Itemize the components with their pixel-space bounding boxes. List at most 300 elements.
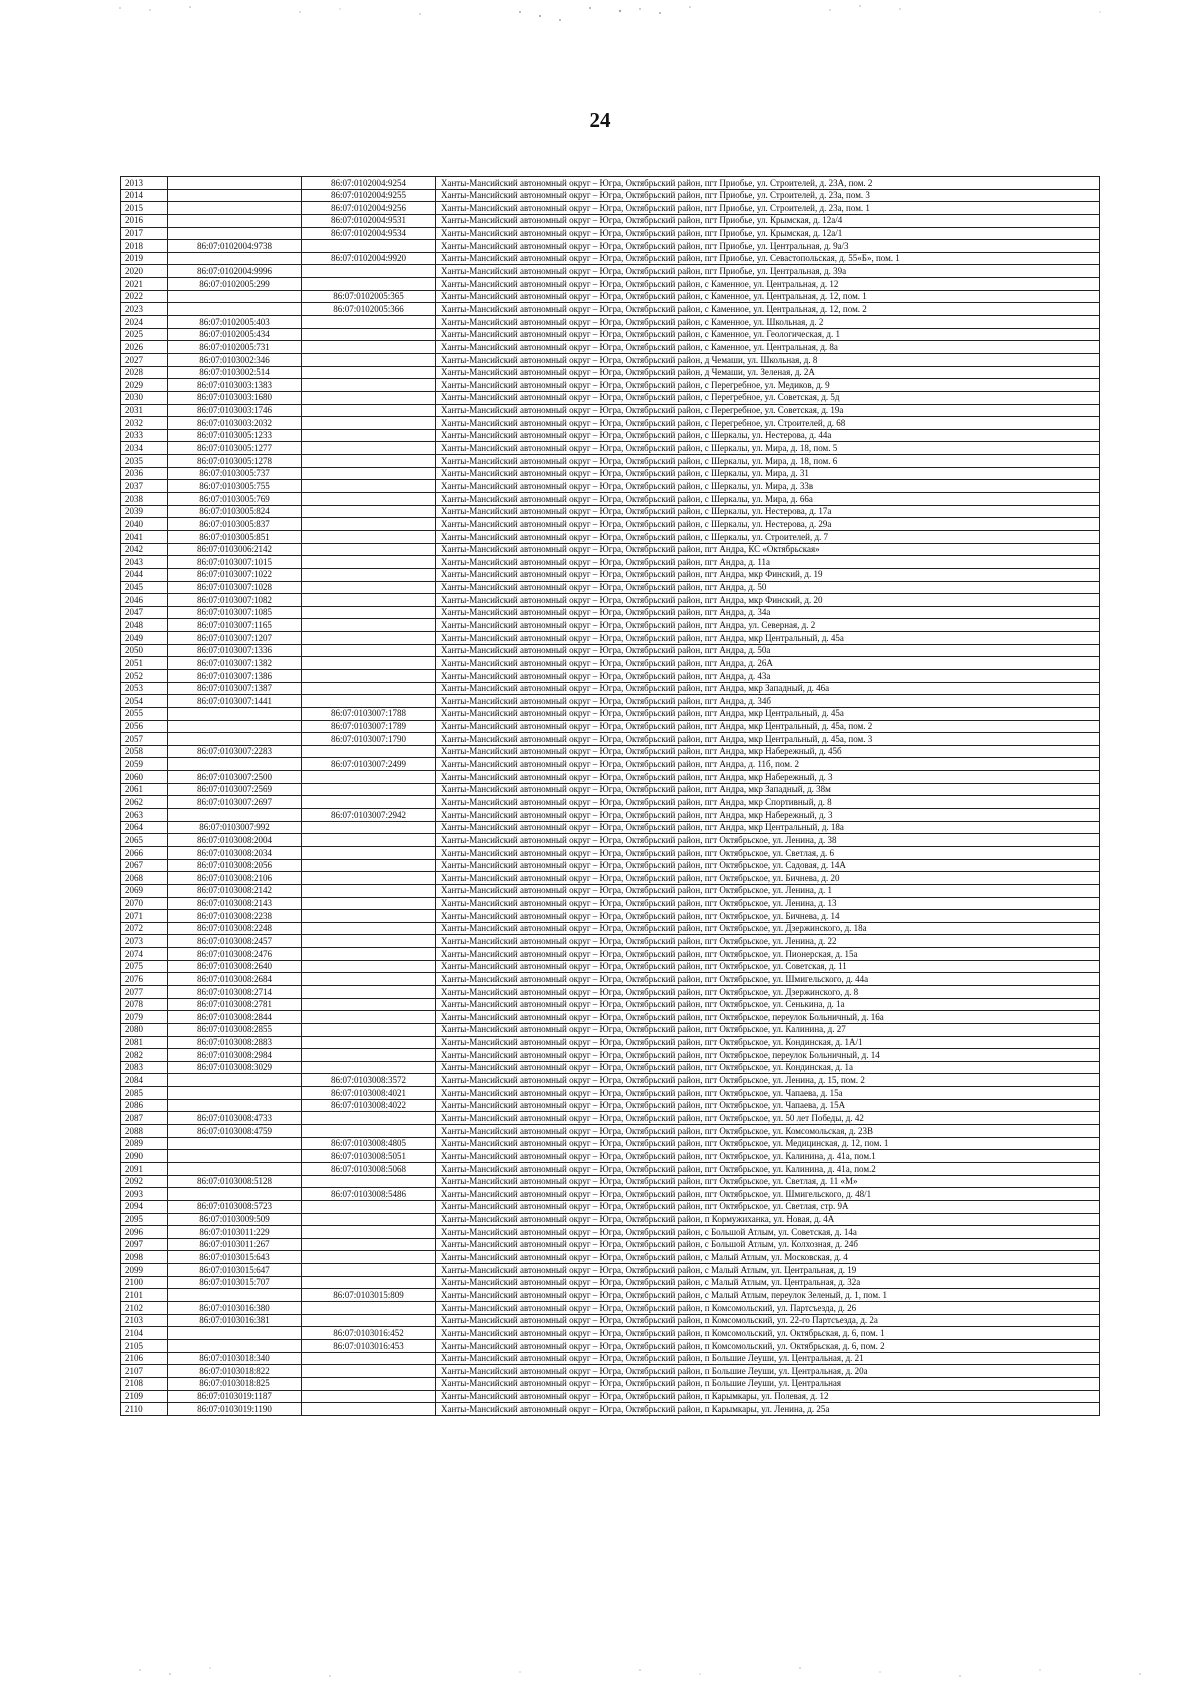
address-cell: Ханты-Мансийский автономный округ – Югра, Октябрьский район, пгт Приобье, ул. Центральная, д. 9а/3 — [436, 240, 1100, 253]
address-cell: Ханты-Мансийский автономный округ – Югра, Октябрьский район, пгт Октябрьское, переулок Больничный, д. 14 — [436, 1049, 1100, 1062]
cadastral-number-building-cell: 86:07:0103005:1233 — [168, 429, 302, 442]
cadastral-number-building-cell: 86:07:0103008:2984 — [168, 1049, 302, 1062]
cadastral-registry-table — [120, 176, 1100, 1416]
cadastral-number-premises-cell: 86:07:0103008:5051 — [302, 1150, 436, 1163]
row-number-cell: 2076 — [121, 973, 168, 986]
cadastral-number-premises-cell — [302, 1377, 436, 1390]
address-cell: Ханты-Мансийский автономный округ – Югра, Октябрьский район, пгт Октябрьское, ул. Калинина, д. 27 — [436, 1023, 1100, 1036]
row-number-cell: 2089 — [121, 1137, 168, 1150]
address-cell: Ханты-Мансийский автономный округ – Югра, Октябрьский район, пгт Октябрьское, ул. Дзержинского, д. 18а — [436, 922, 1100, 935]
cadastral-number-building-cell: 86:07:0103007:1387 — [168, 682, 302, 695]
cadastral-number-building-cell: 86:07:0103005:824 — [168, 505, 302, 518]
address-cell: Ханты-Мансийский автономный округ – Югра, Октябрьский район, пгт Андра, д. 11а — [436, 556, 1100, 569]
table-row — [121, 821, 1100, 834]
row-number-cell: 2060 — [121, 771, 168, 784]
row-number-cell: 2052 — [121, 669, 168, 682]
row-number-cell: 2019 — [121, 252, 168, 265]
cadastral-number-premises-cell — [302, 872, 436, 885]
cadastral-number-premises-cell: 86:07:0103008:3572 — [302, 1074, 436, 1087]
address-cell: Ханты-Мансийский автономный округ – Югра, Октябрьский район, с Шеркалы, ул. Мира, д. 33в — [436, 480, 1100, 493]
cadastral-number-premises-cell — [302, 341, 436, 354]
cadastral-number-building-cell — [168, 177, 302, 190]
cadastral-number-building-cell: 86:07:0103008:5128 — [168, 1175, 302, 1188]
cadastral-number-building-cell — [168, 227, 302, 240]
row-number-cell: 2094 — [121, 1200, 168, 1213]
row-number-cell: 2024 — [121, 316, 168, 329]
table-row — [121, 707, 1100, 720]
cadastral-number-premises-cell — [302, 1314, 436, 1327]
table-row — [121, 493, 1100, 506]
cadastral-number-building-cell: 86:07:0102005:731 — [168, 341, 302, 354]
row-number-cell: 2084 — [121, 1074, 168, 1087]
address-cell: Ханты-Мансийский автономный округ – Югра, Октябрьский район, с Шеркалы, ул. Мира, д. 18, пом. 5 — [436, 442, 1100, 455]
row-number-cell: 2098 — [121, 1251, 168, 1264]
address-cell: Ханты-Мансийский автономный округ – Югра, Октябрьский район, пгт Андра, д. 50а — [436, 644, 1100, 657]
cadastral-number-premises-cell — [302, 935, 436, 948]
table-row — [121, 1011, 1100, 1024]
table-row — [121, 568, 1100, 581]
address-cell: Ханты-Мансийский автономный округ – Югра, Октябрьский район, с Шеркалы, ул. Нестерова, д. 44а — [436, 429, 1100, 442]
row-number-cell: 2048 — [121, 619, 168, 632]
table-row — [121, 505, 1100, 518]
cadastral-number-building-cell: 86:07:0103008:2106 — [168, 872, 302, 885]
cadastral-number-building-cell: 86:07:0103007:1082 — [168, 594, 302, 607]
row-number-cell: 2082 — [121, 1049, 168, 1062]
table-row — [121, 720, 1100, 733]
address-cell: Ханты-Мансийский автономный округ – Югра, Октябрьский район, пгт Приобье, ул. Строителей, д. 23а, пом. 3 — [436, 189, 1100, 202]
address-cell: Ханты-Мансийский автономный округ – Югра, Октябрьский район, пгт Октябрьское, ул. Калинина, д. 41а, пом.1 — [436, 1150, 1100, 1163]
cadastral-number-building-cell — [168, 733, 302, 746]
row-number-cell: 2039 — [121, 505, 168, 518]
table-row — [121, 1390, 1100, 1403]
table-row — [121, 391, 1100, 404]
row-number-cell: 2013 — [121, 177, 168, 190]
cadastral-number-building-cell: 86:07:0102004:9738 — [168, 240, 302, 253]
row-number-cell: 2040 — [121, 518, 168, 531]
table-row — [121, 303, 1100, 316]
row-number-cell: 2100 — [121, 1276, 168, 1289]
address-cell: Ханты-Мансийский автономный округ – Югра, Октябрьский район, с Каменное, ул. Центральная, д. 12, пом. 2 — [436, 303, 1100, 316]
scan-noise-bottom — [0, 1656, 1200, 1686]
cadastral-number-premises-cell: 86:07:0102004:9255 — [302, 189, 436, 202]
cadastral-number-premises-cell — [302, 695, 436, 708]
row-number-cell: 2027 — [121, 353, 168, 366]
cadastral-number-building-cell: 86:07:0103008:2248 — [168, 922, 302, 935]
cadastral-number-premises-cell — [302, 783, 436, 796]
cadastral-number-premises-cell — [302, 530, 436, 543]
table-row — [121, 189, 1100, 202]
row-number-cell: 2083 — [121, 1061, 168, 1074]
row-number-cell: 2016 — [121, 214, 168, 227]
cadastral-number-building-cell: 86:07:0103019:1190 — [168, 1403, 302, 1416]
row-number-cell: 2047 — [121, 606, 168, 619]
table-row — [121, 1125, 1100, 1138]
table-row — [121, 1023, 1100, 1036]
cadastral-number-premises-cell — [302, 884, 436, 897]
address-cell: Ханты-Мансийский автономный округ – Югра, Октябрьский район, пгт Андра, мкр Набережный, д. 45б — [436, 745, 1100, 758]
table-row — [121, 1188, 1100, 1201]
cadastral-number-building-cell: 86:07:0103005:769 — [168, 493, 302, 506]
row-number-cell: 2055 — [121, 707, 168, 720]
address-cell: Ханты-Мансийский автономный округ – Югра, Октябрьский район, пгт Октябрьское, ул. Садовая, д. 14А — [436, 859, 1100, 872]
table-row — [121, 290, 1100, 303]
address-cell: Ханты-Мансийский автономный округ – Югра, Октябрьский район, с Шеркалы, ул. Строителей, д. 7 — [436, 530, 1100, 543]
cadastral-number-building-cell: 86:07:0103008:2142 — [168, 884, 302, 897]
row-number-cell: 2109 — [121, 1390, 168, 1403]
cadastral-number-premises-cell — [302, 796, 436, 809]
row-number-cell: 2033 — [121, 429, 168, 442]
cadastral-number-premises-cell: 86:07:0103007:1788 — [302, 707, 436, 720]
row-number-cell: 2064 — [121, 821, 168, 834]
address-cell: Ханты-Мансийский автономный округ – Югра, Октябрьский район, с Перегребное, ул. Советская, д. 5д — [436, 391, 1100, 404]
table-row — [121, 859, 1100, 872]
row-number-cell: 2063 — [121, 809, 168, 822]
address-cell: Ханты-Мансийский автономный округ – Югра, Октябрьский район, пгт Андра, д. 50 — [436, 581, 1100, 594]
address-cell: Ханты-Мансийский автономный округ – Югра, Октябрьский район, пгт Приобье, ул. Центральная, д. 39а — [436, 265, 1100, 278]
cadastral-number-premises-cell — [302, 467, 436, 480]
row-number-cell: 2029 — [121, 379, 168, 392]
cadastral-number-building-cell: 86:07:0103007:2283 — [168, 745, 302, 758]
row-number-cell: 2101 — [121, 1289, 168, 1302]
cadastral-number-premises-cell — [302, 1403, 436, 1416]
cadastral-number-building-cell: 86:07:0103002:514 — [168, 366, 302, 379]
row-number-cell: 2079 — [121, 1011, 168, 1024]
cadastral-number-premises-cell — [302, 568, 436, 581]
row-number-cell: 2065 — [121, 834, 168, 847]
table-row — [121, 1099, 1100, 1112]
row-number-cell: 2045 — [121, 581, 168, 594]
cadastral-number-building-cell: 86:07:0103007:2500 — [168, 771, 302, 784]
cadastral-number-premises-cell — [302, 391, 436, 404]
table-row — [121, 1061, 1100, 1074]
cadastral-number-premises-cell — [302, 1061, 436, 1074]
cadastral-number-premises-cell — [302, 606, 436, 619]
address-cell: Ханты-Мансийский автономный округ – Югра, Октябрьский район, пгт Октябрьское, ул. Советская, д. 11 — [436, 960, 1100, 973]
table-row — [121, 606, 1100, 619]
cadastral-number-building-cell — [168, 1150, 302, 1163]
table-row — [121, 1289, 1100, 1302]
table-row — [121, 379, 1100, 392]
cadastral-number-premises-cell — [302, 1264, 436, 1277]
table-row — [121, 1150, 1100, 1163]
cadastral-number-premises-cell — [302, 265, 436, 278]
cadastral-number-premises-cell — [302, 834, 436, 847]
row-number-cell: 2038 — [121, 493, 168, 506]
cadastral-number-building-cell: 86:07:0102005:403 — [168, 316, 302, 329]
table-row — [121, 1137, 1100, 1150]
cadastral-number-building-cell: 86:07:0103005:1277 — [168, 442, 302, 455]
address-cell: Ханты-Мансийский автономный округ – Югра, Октябрьский район, пгт Андра, мкр Западный, д. 46а — [436, 682, 1100, 695]
cadastral-number-premises-cell — [302, 543, 436, 556]
cadastral-number-premises-cell — [302, 846, 436, 859]
cadastral-number-premises-cell — [302, 505, 436, 518]
row-number-cell: 2096 — [121, 1226, 168, 1239]
table-row — [121, 1276, 1100, 1289]
row-number-cell: 2034 — [121, 442, 168, 455]
address-cell: Ханты-Мансийский автономный округ – Югра, Октябрьский район, пгт Октябрьское, ул. Кондинская, д. 1а — [436, 1061, 1100, 1074]
table-row — [121, 1314, 1100, 1327]
address-cell: Ханты-Мансийский автономный округ – Югра, Октябрьский район, с Малый Атлым, ул. Центральная, д. 19 — [436, 1264, 1100, 1277]
address-cell: Ханты-Мансийский автономный округ – Югра, Октябрьский район, с Перегребное, ул. Строителей, д. 68 — [436, 417, 1100, 430]
table-row — [121, 1087, 1100, 1100]
row-number-cell: 2095 — [121, 1213, 168, 1226]
cadastral-number-premises-cell: 86:07:0103007:1789 — [302, 720, 436, 733]
cadastral-number-building-cell — [168, 1074, 302, 1087]
table-row — [121, 644, 1100, 657]
address-cell: Ханты-Мансийский автономный округ – Югра, Октябрьский район, пгт Андра, мкр Набережный, д. 3 — [436, 809, 1100, 822]
cadastral-number-building-cell — [168, 1162, 302, 1175]
row-number-cell: 2077 — [121, 986, 168, 999]
address-cell: Ханты-Мансийский автономный округ – Югра, Октябрьский район, пгт Октябрьское, ул. Ленина, д. 38 — [436, 834, 1100, 847]
table-row — [121, 202, 1100, 215]
address-cell: Ханты-Мансийский автономный округ – Югра, Октябрьский район, пгт Андра, д. 34б — [436, 695, 1100, 708]
cadastral-number-building-cell — [168, 214, 302, 227]
cadastral-number-building-cell — [168, 758, 302, 771]
cadastral-number-premises-cell — [302, 480, 436, 493]
table-row — [121, 1377, 1100, 1390]
cadastral-number-premises-cell: 86:07:0102004:9534 — [302, 227, 436, 240]
row-number-cell: 2054 — [121, 695, 168, 708]
row-number-cell: 2015 — [121, 202, 168, 215]
address-cell: Ханты-Мансийский автономный округ – Югра, Октябрьский район, пгт Октябрьское, ул. Кондинская, д. 1А/1 — [436, 1036, 1100, 1049]
cadastral-number-premises-cell: 86:07:0103008:4021 — [302, 1087, 436, 1100]
cadastral-number-building-cell — [168, 1188, 302, 1201]
cadastral-number-premises-cell — [302, 1276, 436, 1289]
cadastral-number-premises-cell — [302, 922, 436, 935]
table-row — [121, 632, 1100, 645]
address-cell: Ханты-Мансийский автономный округ – Югра, Октябрьский район, пгт Андра, мкр Центральный, д. 45а — [436, 707, 1100, 720]
row-number-cell: 2062 — [121, 796, 168, 809]
table-row — [121, 935, 1100, 948]
table-row — [121, 518, 1100, 531]
cadastral-number-premises-cell: 86:07:0103008:5486 — [302, 1188, 436, 1201]
cadastral-number-building-cell: 86:07:0103015:647 — [168, 1264, 302, 1277]
table-row — [121, 1049, 1100, 1062]
cadastral-number-premises-cell — [302, 821, 436, 834]
cadastral-number-building-cell: 86:07:0103007:2569 — [168, 783, 302, 796]
row-number-cell: 2053 — [121, 682, 168, 695]
row-number-cell: 2023 — [121, 303, 168, 316]
cadastral-number-building-cell: 86:07:0103008:2714 — [168, 986, 302, 999]
table-row — [121, 530, 1100, 543]
cadastral-number-premises-cell — [302, 442, 436, 455]
table-row — [121, 745, 1100, 758]
address-cell: Ханты-Мансийский автономный округ – Югра, Октябрьский район, пгт Октябрьское, ул. Бичнева, д. 14 — [436, 910, 1100, 923]
table-row — [121, 1327, 1100, 1340]
cadastral-number-premises-cell — [302, 1238, 436, 1251]
address-cell: Ханты-Мансийский автономный округ – Югра, Октябрьский район, пгт Октябрьское, ул. Чапаева, д. 15а — [436, 1087, 1100, 1100]
row-number-cell: 2071 — [121, 910, 168, 923]
cadastral-number-premises-cell — [302, 986, 436, 999]
cadastral-number-building-cell: 86:07:0103009:509 — [168, 1213, 302, 1226]
table-row — [121, 227, 1100, 240]
cadastral-number-premises-cell — [302, 455, 436, 468]
cadastral-number-premises-cell: 86:07:0103008:4805 — [302, 1137, 436, 1150]
address-cell: Ханты-Мансийский автономный округ – Югра, Октябрьский район, пгт Андра, мкр Спортивный, д. 8 — [436, 796, 1100, 809]
address-cell: Ханты-Мансийский автономный округ – Югра, Октябрьский район, п Комсомольский, ул. 22-го Партсъезда, д. 2а — [436, 1314, 1100, 1327]
page-number: 24 — [589, 108, 611, 132]
address-cell: Ханты-Мансийский автономный округ – Югра, Октябрьский район, пгт Октябрьское, ул. Пионерская, д. 15а — [436, 948, 1100, 961]
address-cell: Ханты-Мансийский автономный округ – Югра, Октябрьский район, пгт Приобье, ул. Севастопольская, д. 55«Б», пом. 1 — [436, 252, 1100, 265]
row-number-cell: 2081 — [121, 1036, 168, 1049]
table-row — [121, 619, 1100, 632]
address-cell: Ханты-Мансийский автономный округ – Югра, Октябрьский район, пгт Октябрьское, ул. Светлая, стр. 9А — [436, 1200, 1100, 1213]
row-number-cell: 2059 — [121, 758, 168, 771]
row-number-cell: 2026 — [121, 341, 168, 354]
cadastral-number-building-cell: 86:07:0103007:1336 — [168, 644, 302, 657]
table-row — [121, 771, 1100, 784]
address-cell: Ханты-Мансийский автономный округ – Югра, Октябрьский район, пгт Андра, мкр Центральный, д. 45а, пом. 2 — [436, 720, 1100, 733]
table-row — [121, 353, 1100, 366]
address-cell: Ханты-Мансийский автономный округ – Югра, Октябрьский район, д Чемаши, ул. Зеленая, д. 2А — [436, 366, 1100, 379]
row-number-cell: 2087 — [121, 1112, 168, 1125]
address-cell: Ханты-Мансийский автономный округ – Югра, Октябрьский район, с Большой Атлым, ул. Колхозная, д. 24б — [436, 1238, 1100, 1251]
cadastral-number-building-cell: 86:07:0103008:2844 — [168, 1011, 302, 1024]
cadastral-number-building-cell: 86:07:0103005:837 — [168, 518, 302, 531]
cadastral-number-premises-cell: 86:07:0103008:5068 — [302, 1162, 436, 1175]
cadastral-number-building-cell — [168, 809, 302, 822]
cadastral-number-premises-cell — [302, 581, 436, 594]
table-row — [121, 252, 1100, 265]
address-cell: Ханты-Мансийский автономный округ – Югра, Октябрьский район, с Каменное, ул. Школьная, д. 2 — [436, 316, 1100, 329]
row-number-cell: 2018 — [121, 240, 168, 253]
row-number-cell: 2056 — [121, 720, 168, 733]
cadastral-number-premises-cell: 86:07:0103008:4022 — [302, 1099, 436, 1112]
cadastral-number-building-cell: 86:07:0103006:2142 — [168, 543, 302, 556]
cadastral-number-building-cell: 86:07:0103007:1386 — [168, 669, 302, 682]
address-cell: Ханты-Мансийский автономный округ – Югра, Октябрьский район, пгт Андра, мкр Центральный, д. 45а — [436, 632, 1100, 645]
cadastral-number-building-cell — [168, 1327, 302, 1340]
row-number-cell: 2067 — [121, 859, 168, 872]
row-number-cell: 2107 — [121, 1365, 168, 1378]
table-row — [121, 809, 1100, 822]
cadastral-number-premises-cell — [302, 417, 436, 430]
row-number-cell: 2037 — [121, 480, 168, 493]
cadastral-number-premises-cell: 86:07:0102004:9531 — [302, 214, 436, 227]
address-cell: Ханты-Мансийский автономный округ – Югра, Октябрьский район, пгт Октябрьское, ул. Светлая, д. 6 — [436, 846, 1100, 859]
cadastral-number-building-cell: 86:07:0103018:825 — [168, 1377, 302, 1390]
cadastral-number-premises-cell: 86:07:0102004:9920 — [302, 252, 436, 265]
cadastral-number-building-cell — [168, 303, 302, 316]
cadastral-number-building-cell: 86:07:0103011:267 — [168, 1238, 302, 1251]
cadastral-number-premises-cell — [302, 657, 436, 670]
address-cell: Ханты-Мансийский автономный округ – Югра, Октябрьский район, п Большие Леуши, ул. Центральная, д. 21 — [436, 1352, 1100, 1365]
table-row — [121, 669, 1100, 682]
address-cell: Ханты-Мансийский автономный округ – Югра, Октябрьский район, пгт Андра, мкр Финский, д. 19 — [436, 568, 1100, 581]
address-cell: Ханты-Мансийский автономный округ – Югра, Октябрьский район, п Карымкары, ул. Ленина, д. 25а — [436, 1403, 1100, 1416]
cadastral-number-premises-cell — [302, 619, 436, 632]
row-number-cell: 2073 — [121, 935, 168, 948]
cadastral-number-premises-cell — [302, 1011, 436, 1024]
cadastral-number-premises-cell — [302, 1390, 436, 1403]
cadastral-number-premises-cell: 86:07:0103007:1790 — [302, 733, 436, 746]
table-row — [121, 948, 1100, 961]
address-cell: Ханты-Мансийский автономный округ – Югра, Октябрьский район, с Шеркалы, ул. Мира, д. 66а — [436, 493, 1100, 506]
cadastral-number-building-cell — [168, 1339, 302, 1352]
row-number-cell: 2102 — [121, 1302, 168, 1315]
table-row — [121, 480, 1100, 493]
cadastral-number-premises-cell: 86:07:0102004:9254 — [302, 177, 436, 190]
table-row — [121, 1352, 1100, 1365]
row-number-cell: 2021 — [121, 278, 168, 291]
cadastral-number-premises-cell: 86:07:0103016:452 — [302, 1327, 436, 1340]
table-row — [121, 872, 1100, 885]
table-row — [121, 1339, 1100, 1352]
address-cell: Ханты-Мансийский автономный округ – Югра, Октябрьский район, пгт Андра, д. 43а — [436, 669, 1100, 682]
cadastral-number-premises-cell: 86:07:0102004:9256 — [302, 202, 436, 215]
table-row — [121, 922, 1100, 935]
row-number-cell: 2069 — [121, 884, 168, 897]
cadastral-number-premises-cell — [302, 556, 436, 569]
address-cell: Ханты-Мансийский автономный округ – Югра, Октябрьский район, п Комсомольский, ул. Октябрьская, д. 6, пом. 1 — [436, 1327, 1100, 1340]
cadastral-number-premises-cell — [302, 366, 436, 379]
table-row — [121, 366, 1100, 379]
table-row — [121, 429, 1100, 442]
cadastral-number-premises-cell — [302, 745, 436, 758]
cadastral-number-building-cell: 86:07:0103008:5723 — [168, 1200, 302, 1213]
cadastral-number-building-cell: 86:07:0103007:1382 — [168, 657, 302, 670]
address-cell: Ханты-Мансийский автономный округ – Югра, Октябрьский район, с Каменное, ул. Центральная, д. 8а — [436, 341, 1100, 354]
row-number-cell: 2105 — [121, 1339, 168, 1352]
address-cell: Ханты-Мансийский автономный округ – Югра, Октябрьский район, с Шеркалы, ул. Мира, д. 31 — [436, 467, 1100, 480]
row-number-cell: 2088 — [121, 1125, 168, 1138]
table-row — [121, 214, 1100, 227]
row-number-cell: 2042 — [121, 543, 168, 556]
row-number-cell: 2104 — [121, 1327, 168, 1340]
cadastral-number-premises-cell — [302, 960, 436, 973]
address-cell: Ханты-Мансийский автономный округ – Югра, Октябрьский район, пгт Андра, мкр Финский, д. 20 — [436, 594, 1100, 607]
address-cell: Ханты-Мансийский автономный округ – Югра, Октябрьский район, п Комсомольский, ул. Октябрьская, д. 6, пом. 2 — [436, 1339, 1100, 1352]
table-row — [121, 455, 1100, 468]
table-row — [121, 1175, 1100, 1188]
address-cell: Ханты-Мансийский автономный округ – Югра, Октябрьский район, пгт Андра, КС «Октябрьская» — [436, 543, 1100, 556]
row-number-cell: 2078 — [121, 998, 168, 1011]
cadastral-number-building-cell: 86:07:0103008:2143 — [168, 897, 302, 910]
cadastral-number-building-cell — [168, 707, 302, 720]
address-cell: Ханты-Мансийский автономный округ – Югра, Октябрьский район, пгт Октябрьское, ул. 50 лет Победы, д. 42 — [436, 1112, 1100, 1125]
cadastral-number-premises-cell — [302, 316, 436, 329]
cadastral-number-premises-cell: 86:07:0102005:366 — [302, 303, 436, 316]
address-cell: Ханты-Мансийский автономный округ – Югра, Октябрьский район, пгт Октябрьское, ул. Ленина, д. 13 — [436, 897, 1100, 910]
row-number-cell: 2097 — [121, 1238, 168, 1251]
address-cell: Ханты-Мансийский автономный округ – Югра, Октябрьский район, пгт Октябрьское, ул. Чапаева, д. 15А — [436, 1099, 1100, 1112]
address-cell: Ханты-Мансийский автономный округ – Югра, Октябрьский район, пгт Октябрьское, ул. Ленина, д. 15, пом. 2 — [436, 1074, 1100, 1087]
table-row — [121, 240, 1100, 253]
table-row — [121, 1213, 1100, 1226]
table-row — [121, 884, 1100, 897]
row-number-cell: 2020 — [121, 265, 168, 278]
cadastral-number-premises-cell — [302, 493, 436, 506]
address-cell: Ханты-Мансийский автономный округ – Югра, Октябрьский район, с Большой Атлым, ул. Советская, д. 14а — [436, 1226, 1100, 1239]
row-number-cell: 2043 — [121, 556, 168, 569]
address-cell: Ханты-Мансийский автономный округ – Югра, Октябрьский район, пгт Октябрьское, ул. Калинина, д. 41а, пом.2 — [436, 1162, 1100, 1175]
table-row — [121, 1251, 1100, 1264]
cadastral-number-building-cell — [168, 1099, 302, 1112]
table-row — [121, 733, 1100, 746]
cadastral-number-building-cell: 86:07:0103007:1441 — [168, 695, 302, 708]
table-row — [121, 897, 1100, 910]
cadastral-number-building-cell: 86:07:0103019:1187 — [168, 1390, 302, 1403]
cadastral-number-building-cell: 86:07:0103008:2238 — [168, 910, 302, 923]
cadastral-number-premises-cell — [302, 240, 436, 253]
cadastral-number-premises-cell: 86:07:0103007:2942 — [302, 809, 436, 822]
cadastral-number-building-cell: 86:07:0103007:1015 — [168, 556, 302, 569]
cadastral-number-building-cell: 86:07:0103007:1085 — [168, 606, 302, 619]
cadastral-number-premises-cell — [302, 910, 436, 923]
row-number-cell: 2028 — [121, 366, 168, 379]
row-number-cell: 2074 — [121, 948, 168, 961]
address-cell: Ханты-Мансийский автономный округ – Югра, Октябрьский район, пгт Андра, мкр Центральный, д. 45а, пом. 3 — [436, 733, 1100, 746]
